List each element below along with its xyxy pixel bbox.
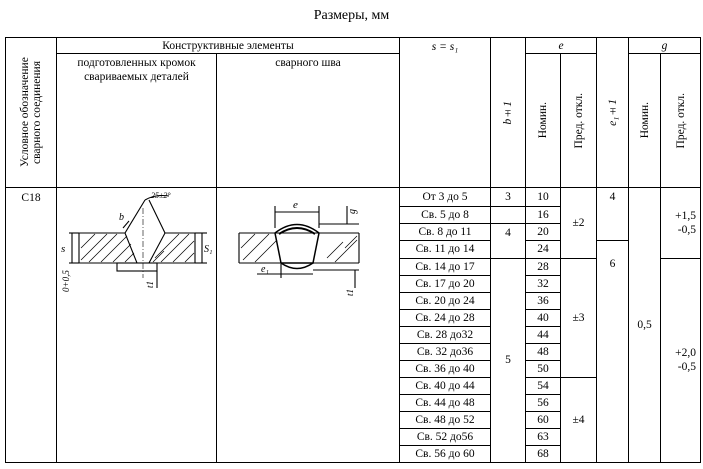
s-range-cell: Св. 56 до 60	[400, 446, 491, 463]
t1-weld-label: t1	[345, 288, 355, 296]
e-nominal-cell: 63	[526, 429, 561, 446]
e-nominal-cell: 20	[526, 224, 561, 241]
header-g-deviation: Пред. откл.	[661, 54, 701, 188]
s-range-cell: Св. 14 до 17	[400, 258, 491, 275]
g-dev-lower: -0,5	[677, 223, 696, 236]
e1-cell-empty	[597, 241, 629, 463]
edges-diagram	[57, 188, 217, 463]
header-e: e	[526, 38, 597, 54]
thickness-s1-label: S₁	[204, 244, 213, 255]
thickness-s-label: s	[61, 243, 66, 255]
e1-value-6: 6	[609, 257, 616, 270]
s-range-cell: Св. 8 до 11	[400, 224, 491, 241]
e-nominal-cell: 24	[526, 241, 561, 258]
header-code-col: Условное обозначение сварного соединения	[6, 38, 57, 188]
joint-code: С18	[6, 188, 57, 463]
s-range-cell: Св. 5 до 8	[400, 207, 491, 224]
e-deviation-cell: ±4	[561, 377, 597, 462]
e-nominal-cell: 36	[526, 292, 561, 309]
g-nominal-cell: 0,5	[629, 188, 661, 463]
s-range-cell: Св. 11 до 14	[400, 241, 491, 258]
page-caption: Размеры, мм	[313, 8, 390, 23]
e-nominal-cell: 60	[526, 412, 561, 429]
e-nominal-cell: 16	[526, 207, 561, 224]
s-range-cell: Св. 28 до32	[400, 326, 491, 343]
g-dev-upper: +1,5	[675, 209, 696, 222]
g-deviation-cell-2	[661, 258, 701, 463]
e-nominal-cell: 44	[526, 326, 561, 343]
dimensions-table	[5, 37, 701, 463]
width-e-label: e	[293, 199, 298, 211]
e-nominal-cell: 48	[526, 343, 561, 360]
header-edges: подготовленных кромок свариваемых деталей	[57, 54, 217, 188]
weld-seam-drawing	[217, 188, 399, 458]
e-nominal-cell: 10	[526, 188, 561, 207]
e-deviation-cell: ±2	[561, 188, 597, 259]
e-nominal-cell: 28	[526, 258, 561, 275]
e-nominal-cell: 68	[526, 446, 561, 463]
header-weld: сварного шва	[217, 54, 400, 188]
angle-label: 25±2°	[151, 191, 171, 200]
header-g-nominal: Номин.	[629, 54, 661, 188]
g-deviation-cell-1	[661, 188, 701, 259]
header-g: g	[629, 38, 701, 54]
header-e1: e₁±1	[597, 38, 629, 188]
s-range-cell: Св. 48 до 52	[400, 412, 491, 429]
header-e-nominal: Номин.	[526, 54, 561, 188]
b-cell: 3	[491, 188, 526, 207]
reinforcement-g-label: g	[347, 209, 358, 214]
s-range-cell: Св. 24 до 28	[400, 309, 491, 326]
e-nominal-cell: 32	[526, 275, 561, 292]
s-range-cell: Св. 40 до 44	[400, 377, 491, 394]
s-range-cell: Св. 36 до 40	[400, 360, 491, 377]
b-cell-empty	[491, 207, 526, 224]
edge-preparation-drawing	[57, 188, 216, 458]
s-range-cell: Св. 17 до 20	[400, 275, 491, 292]
t1-label: t1	[145, 280, 155, 288]
e-nominal-cell: 54	[526, 377, 561, 394]
offset-label: 0+0,5	[61, 270, 71, 292]
gap-label: b	[119, 212, 124, 223]
e-nominal-cell: 50	[526, 360, 561, 377]
e1-cell: 4	[597, 188, 629, 241]
g-dev-upper: +2,0	[675, 347, 696, 360]
width-e1-label: e₁	[261, 264, 269, 275]
s-range-cell: Св. 52 до56	[400, 429, 491, 446]
header-s: s = s₁	[400, 38, 491, 188]
weld-diagram	[217, 188, 400, 463]
s-range-cell: От 3 до 5	[400, 188, 491, 207]
e-nominal-cell: 56	[526, 395, 561, 412]
s-range-cell: Св. 32 до36	[400, 343, 491, 360]
g-dev-lower: -0,5	[677, 361, 696, 374]
s-range-cell: Св. 44 до 48	[400, 395, 491, 412]
b-cell: 5	[491, 258, 526, 463]
e-nominal-cell: 40	[526, 309, 561, 326]
header-e-deviation: Пред. откл.	[561, 54, 597, 188]
header-elements: Конструктивные элементы	[57, 38, 400, 54]
s-range-cell: Св. 20 до 24	[400, 292, 491, 309]
header-b: b±1	[491, 38, 526, 188]
e-deviation-cell: ±3	[561, 258, 597, 377]
b-cell: 4	[491, 224, 526, 259]
